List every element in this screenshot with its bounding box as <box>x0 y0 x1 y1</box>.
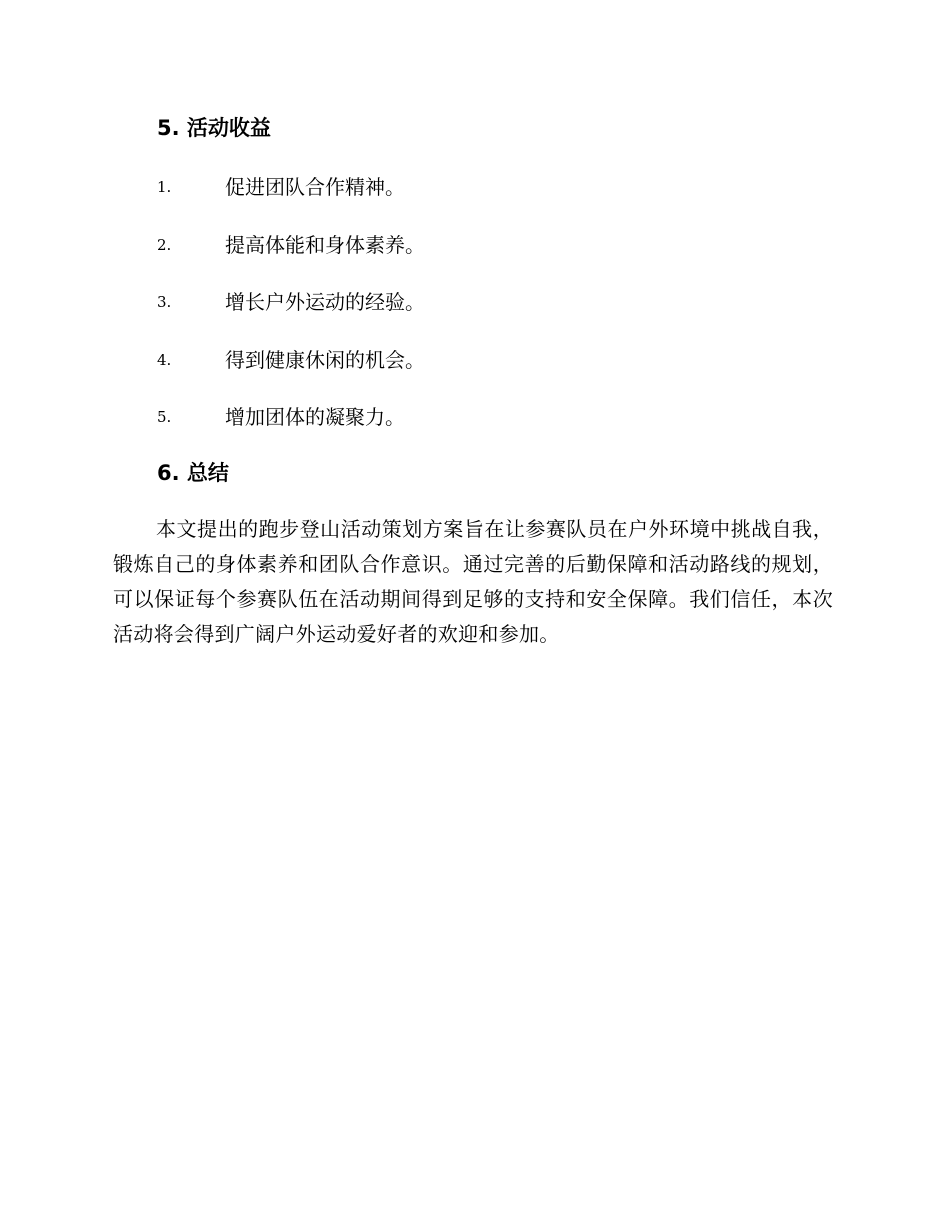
list-item-number: 1. <box>157 178 172 196</box>
list-item <box>157 231 425 289</box>
list-item-number: 5. <box>157 408 172 426</box>
list-item-number: 2. <box>157 235 172 254</box>
list-item <box>157 288 425 346</box>
list-item-number: 4. <box>157 350 172 369</box>
list-item-text: 促进团队合作精神。 <box>225 175 405 199</box>
list-item-text: 增加团体的凝聚力。 <box>225 405 405 429</box>
list-item-number: 3. <box>157 293 172 311</box>
section-5-heading: 5. 活动收益 <box>157 116 271 140</box>
list-item-text: 增长户外运动的经验。 <box>225 290 425 314</box>
list-item <box>157 173 425 231</box>
list-item <box>157 403 425 461</box>
list-item-text: 提高体能和身体素养。 <box>225 232 425 257</box>
section-6-heading: 6. 总结 <box>157 461 229 485</box>
list-item <box>157 346 425 404</box>
benefits-list <box>157 173 425 461</box>
list-item-text: 得到健康休闲的机会。 <box>225 347 425 372</box>
summary-paragraph: 本文提出的跑步登山活动策划方案旨在让参赛队员在户外环境中挑战自我，锻炼自己的身体素养和团队合作意识。通过完善的后勤保障和活动路线的规划，可以保证每个参赛队伍在活动期间得到足够的支持和安全保障。我们信任，本次活动将会得到广阔户外运动爱好者的欢迎和参加。 <box>113 517 833 646</box>
